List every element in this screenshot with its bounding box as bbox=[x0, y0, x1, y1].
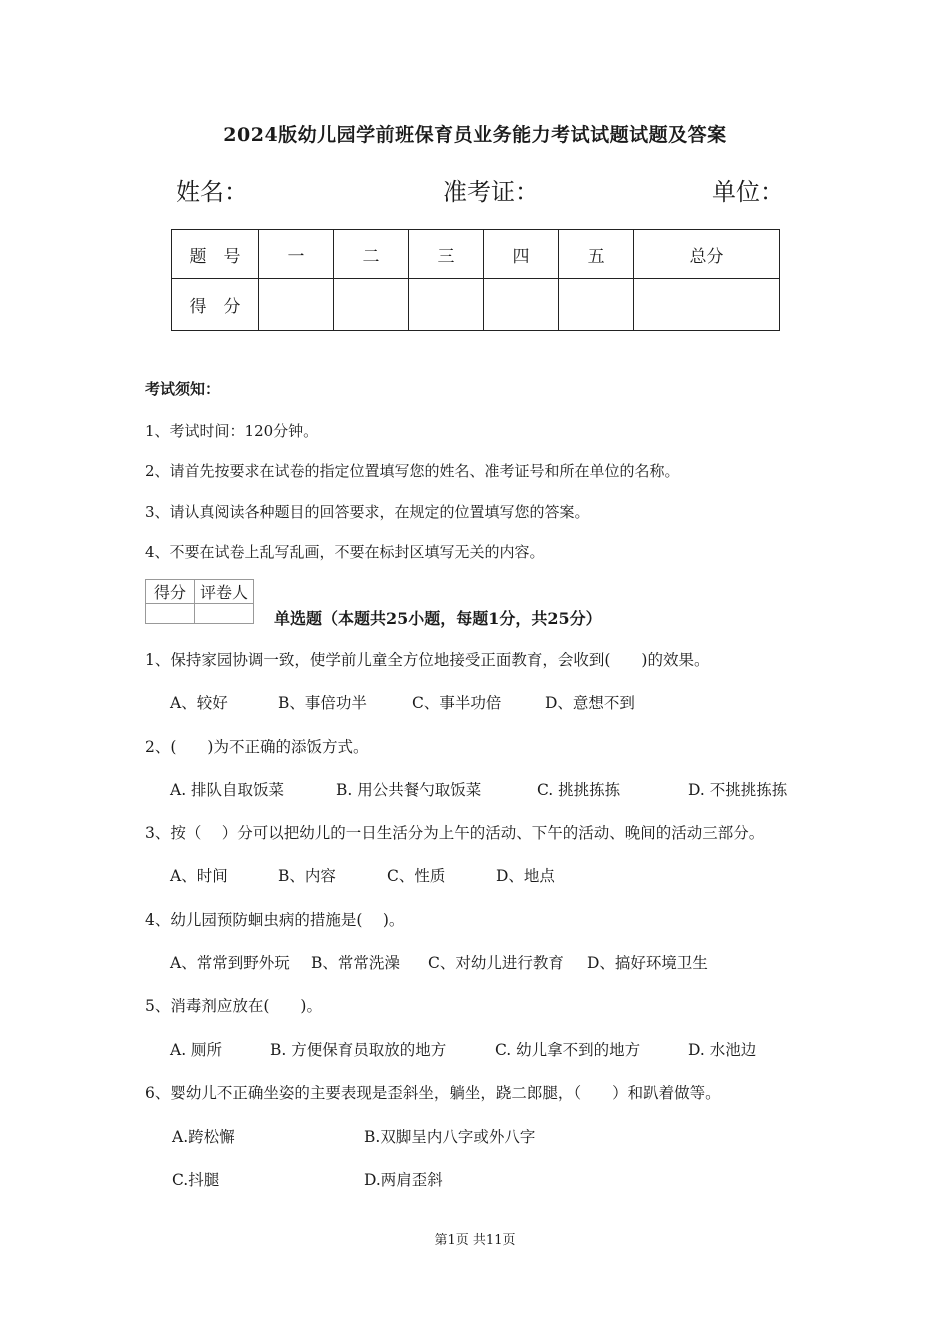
question-option: D.两肩歪斜 bbox=[364, 1171, 443, 1189]
section-title: 单选题（本题共25小题，每题1分，共25分） bbox=[274, 609, 602, 628]
notice-item: 4、不要在试卷上乱写乱画，不要在标封区填写无关的内容。 bbox=[145, 543, 545, 561]
notice-item: 2、请首先按要求在试卷的指定位置填写您的姓名、准考证号和所在单位的名称。 bbox=[145, 462, 680, 480]
question-option: D、搞好环境卫生 bbox=[587, 954, 708, 972]
question-option: C. 幼儿拿不到的地方 bbox=[495, 1041, 641, 1059]
question-stem: 3、按（ ）分可以把幼儿的一日生活分为上午的活动、下午的活动、晚间的活动三部分。 bbox=[145, 824, 765, 842]
question-stem: 1、保持家园协调一致，使学前儿童全方位地接受正面教育，会收到( )的效果。 bbox=[145, 651, 710, 669]
name-field-label: 姓名： bbox=[176, 178, 248, 206]
question-option: B. 方便保育员取放的地方 bbox=[270, 1041, 447, 1059]
grader-name-label: 评卷人 bbox=[195, 580, 254, 604]
question-option: D. 水池边 bbox=[688, 1041, 757, 1059]
exam-id-field-label: 准考证： bbox=[443, 178, 539, 206]
header-cell-2: 二 bbox=[334, 230, 409, 279]
score-cell bbox=[634, 279, 780, 331]
header-cell-4: 四 bbox=[484, 230, 559, 279]
question-option: C、对幼儿进行教育 bbox=[428, 954, 564, 972]
score-cell bbox=[259, 279, 334, 331]
question-option: A.跨松懈 bbox=[172, 1128, 235, 1146]
question-stem: 5、消毒剂应放在( )。 bbox=[145, 997, 322, 1015]
score-cell bbox=[484, 279, 559, 331]
page-footer: 第1页 共11页 bbox=[434, 1233, 516, 1248]
score-table bbox=[171, 229, 780, 331]
question-option: B.双脚呈内八字或外八字 bbox=[364, 1128, 536, 1146]
question-option: C、性质 bbox=[387, 867, 446, 885]
grader-box bbox=[145, 579, 254, 624]
question-option: B、事倍功半 bbox=[278, 694, 367, 712]
question-option: D. 不挑挑拣拣 bbox=[688, 781, 788, 799]
question-option: A、常常到野外玩 bbox=[170, 954, 290, 972]
page-title: 2024版幼儿园学前班保育员业务能力考试试题试题及答案 bbox=[223, 124, 727, 146]
question-option: B、内容 bbox=[278, 867, 336, 885]
question-option: B、常常洗澡 bbox=[311, 954, 400, 972]
header-cell-5: 五 bbox=[559, 230, 634, 279]
unit-field-label: 单位： bbox=[712, 178, 784, 206]
question-option: D、地点 bbox=[496, 867, 555, 885]
notice-heading: 考试须知： bbox=[145, 380, 221, 398]
score-cell bbox=[334, 279, 409, 331]
score-cell bbox=[409, 279, 484, 331]
score-table-header-row bbox=[172, 230, 780, 279]
header-cell-1: 一 bbox=[259, 230, 334, 279]
header-cell-total: 总分 bbox=[634, 230, 780, 279]
notice-item: 3、请认真阅读各种题目的回答要求，在规定的位置填写您的答案。 bbox=[145, 503, 590, 521]
grader-score-cell bbox=[146, 604, 195, 624]
question-option: C. 挑挑拣拣 bbox=[537, 781, 621, 799]
question-stem: 2、( )为不正确的添饭方式。 bbox=[145, 738, 369, 756]
question-option: B. 用公共餐勺取饭菜 bbox=[336, 781, 482, 799]
score-cell bbox=[559, 279, 634, 331]
question-option: A、时间 bbox=[170, 867, 228, 885]
notice-item: 1、考试时间：120分钟。 bbox=[145, 422, 319, 440]
question-option: A. 厕所 bbox=[170, 1041, 223, 1059]
grader-name-cell bbox=[195, 604, 254, 624]
header-cell-3: 三 bbox=[409, 230, 484, 279]
score-row-label: 得 分 bbox=[172, 279, 259, 331]
question-stem: 6、婴幼儿不正确坐姿的主要表现是歪斜坐，躺坐，跷二郎腿，（ ）和趴着做等。 bbox=[145, 1084, 721, 1102]
grader-score-label: 得分 bbox=[146, 580, 195, 604]
question-option: A、较好 bbox=[170, 694, 228, 712]
question-option: C.抖腿 bbox=[172, 1171, 220, 1189]
question-stem: 4、幼儿园预防蛔虫病的措施是( )。 bbox=[145, 911, 405, 929]
header-cell-label: 题 号 bbox=[172, 230, 259, 279]
question-option: D、意想不到 bbox=[545, 694, 635, 712]
question-option: A. 排队自取饭菜 bbox=[170, 781, 285, 799]
score-table-score-row bbox=[172, 279, 780, 331]
question-option: C、事半功倍 bbox=[412, 694, 502, 712]
